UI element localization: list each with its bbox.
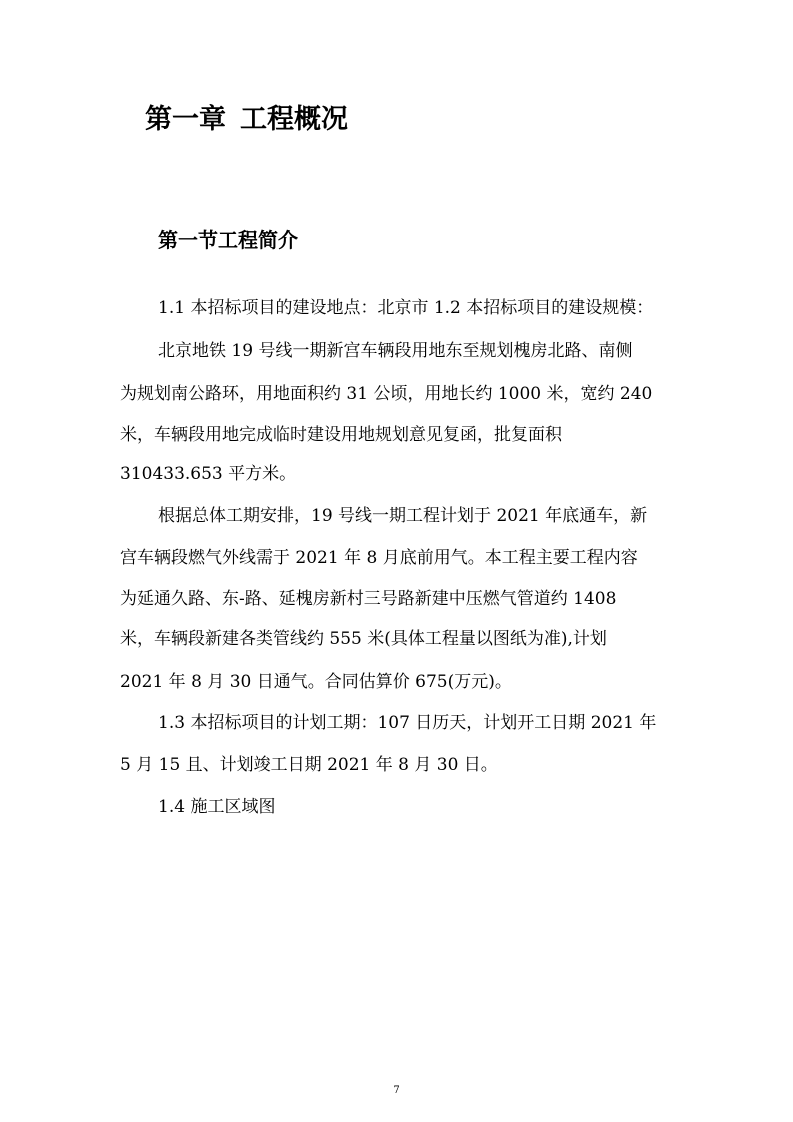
text-line: 310433.653 平方米。	[120, 464, 297, 484]
chapter-title	[145, 100, 348, 140]
text-line: 宫车辆段燃气外线需于 2021 年 8 月底前用气。本工程主要工程内容	[120, 548, 638, 568]
text-line: 米，车辆段新建各类管线约 555 米(具体工程量以图纸为准),计划	[120, 629, 607, 649]
text-line: 1.4 施工区域图	[158, 797, 276, 817]
section-title: 第一节工程简介	[158, 228, 298, 252]
chapter-number-label: 第一章	[145, 104, 226, 135]
text-line: 5 月 15 且、计划竣工日期 2021 年 8 月 30 日。	[120, 755, 498, 775]
text-line: 2021 年 8 月 30 日通气。合同估算价 675(万元)。	[120, 672, 512, 692]
text-line: 为规划南公路环，用地面积约 31 公顷，用地长约 1000 米，宽约 240	[120, 384, 653, 404]
text-line: 1.3 本招标项目的计划工期：107 日历天，计划开工日期 2021 年	[158, 713, 657, 733]
text-line: 为延通久路、东-路、延槐房新村三号路新建中压燃气管道约 1408	[120, 589, 617, 609]
page-number: 7	[393, 1085, 400, 1096]
text-line: 北京地铁 19 号线一期新宫车辆段用地东至规划槐房北路、南侧	[158, 341, 633, 361]
text-line: 米，车辆段用地完成临时建设用地规划意见复函，批复面积	[120, 425, 562, 445]
text-line: 1.1 本招标项目的建设地点：北京市 1.2 本招标项目的建设规模：	[158, 298, 654, 318]
text-line: 根据总体工期安排，19 号线一期工程计划于 2021 年底通车，新	[158, 506, 648, 526]
chapter-title-text: 工程概况	[240, 104, 348, 135]
